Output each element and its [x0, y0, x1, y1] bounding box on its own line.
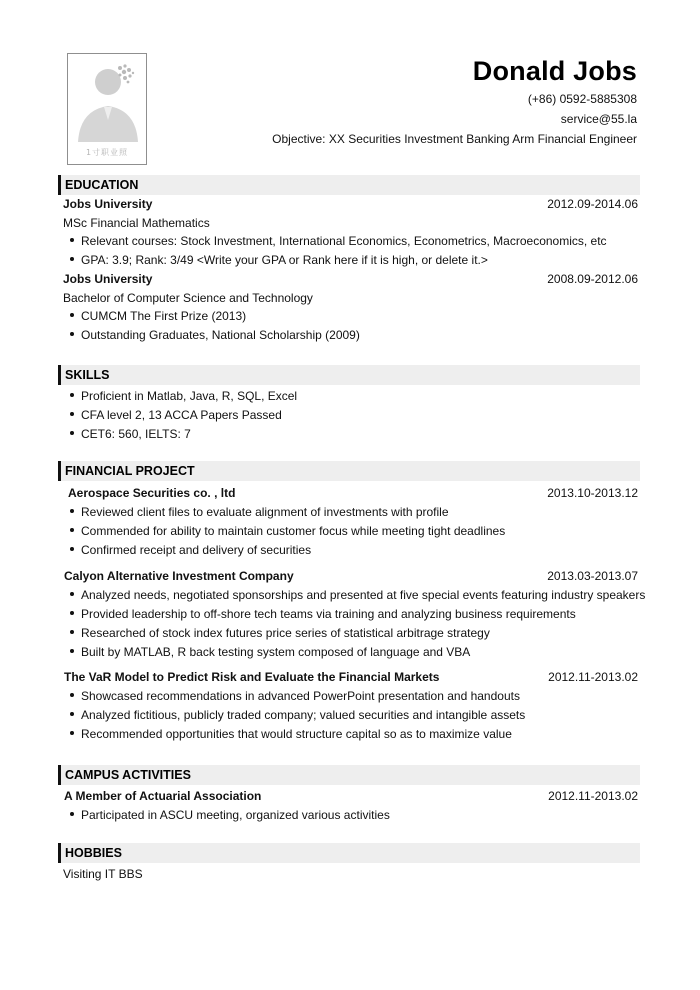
list-item: Built by MATLAB, R back testing system composed of language and VBA — [58, 643, 640, 662]
list-item: Outstanding Graduates, National Scholarship (2009) — [58, 326, 640, 345]
section-heading: EDUCATION — [58, 175, 640, 195]
date-range: 2013.10-2013.12 — [547, 486, 638, 500]
project-entry — [58, 484, 640, 503]
degree-name: Bachelor of Computer Science and Technology — [63, 291, 313, 305]
list-item: CET6: 560, IELTS: 7 — [58, 425, 640, 444]
list-item: Recommended opportunities that would structure capital so as to maximize value — [58, 725, 640, 744]
education-entry — [58, 270, 640, 289]
list-item: CFA level 2, 13 ACCA Papers Passed — [58, 406, 640, 425]
education-section — [58, 175, 640, 345]
date-range: 2008.09-2012.06 — [547, 272, 638, 286]
project-title: Aerospace Securities co. , ltd — [68, 486, 236, 500]
education-entry — [58, 195, 640, 214]
activity-entry — [58, 787, 640, 806]
list-item: Participated in ASCU meeting, organized various activities — [58, 806, 640, 825]
phone-number: (+86) 0592-5885308 — [527, 92, 637, 106]
list-item: Provided leadership to off-shore tech teams via training and analyzing business requirements — [58, 605, 640, 624]
list-item: Reviewed client files to evaluate alignment of investments with profile — [58, 503, 640, 522]
financial-project-section — [58, 461, 646, 744]
date-range: 2012.11-2013.02 — [548, 670, 638, 684]
list-item: Proficient in Matlab, Java, R, SQL, Excel — [58, 387, 640, 406]
campus-activities-section — [58, 765, 640, 825]
school-name: Jobs University — [63, 197, 153, 211]
section-heading: HOBBIES — [58, 843, 640, 863]
list-item: Analyzed fictitious, publicly traded company; valued securities and intangible assets — [58, 706, 640, 725]
activity-title: A Member of Actuarial Association — [64, 789, 262, 803]
photo-caption: 1寸职业照 — [85, 148, 129, 157]
list-item: Relevant courses: Stock Investment, International Economics, Econometrics, Macroeconomics, etc — [58, 232, 640, 251]
school-name: Jobs University — [63, 272, 153, 286]
list-item: GPA: 3.9; Rank: 3/49 <Write your GPA or Rank here if it is high, or delete it.> — [58, 251, 640, 270]
project-entry — [58, 668, 640, 687]
date-range: 2012.11-2013.02 — [548, 789, 638, 803]
project-title: The VaR Model to Predict Risk and Evaluate the Financial Markets — [64, 670, 440, 684]
section-heading: CAMPUS ACTIVITIES — [58, 765, 640, 785]
section-heading: SKILLS — [58, 365, 640, 385]
list-item: Showcased recommendations in advanced PowerPoint presentation and handouts — [58, 687, 640, 706]
list-item: Researched of stock index futures price series of statistical arbitrage strategy — [58, 624, 640, 643]
objective-line: Objective: XX Securities Investment Banking Arm Financial Engineer — [272, 132, 637, 146]
list-item: Analyzed needs, negotiated sponsorships and presented at five special events featuring industry speakers — [58, 586, 640, 605]
list-item: Commended for ability to maintain customer focus while meeting tight deadlines — [58, 522, 640, 541]
profile-photo — [67, 53, 147, 165]
skills-section — [58, 365, 640, 444]
project-entry — [58, 567, 640, 586]
section-heading: FINANCIAL PROJECT — [58, 461, 640, 481]
hobbies-text: Visiting IT BBS — [63, 867, 143, 881]
date-range: 2013.03-2013.07 — [547, 569, 638, 583]
email-address: service@55.la — [560, 112, 637, 126]
hobbies-section — [58, 843, 640, 883]
date-range: 2012.09-2014.06 — [547, 197, 638, 211]
project-title: Calyon Alternative Investment Company — [64, 569, 294, 583]
degree-name: MSc Financial Mathematics — [63, 216, 210, 230]
list-item: Confirmed receipt and delivery of securities — [58, 541, 640, 560]
list-item: CUMCM The First Prize (2013) — [58, 307, 640, 326]
candidate-name: Donald Jobs — [472, 56, 637, 86]
